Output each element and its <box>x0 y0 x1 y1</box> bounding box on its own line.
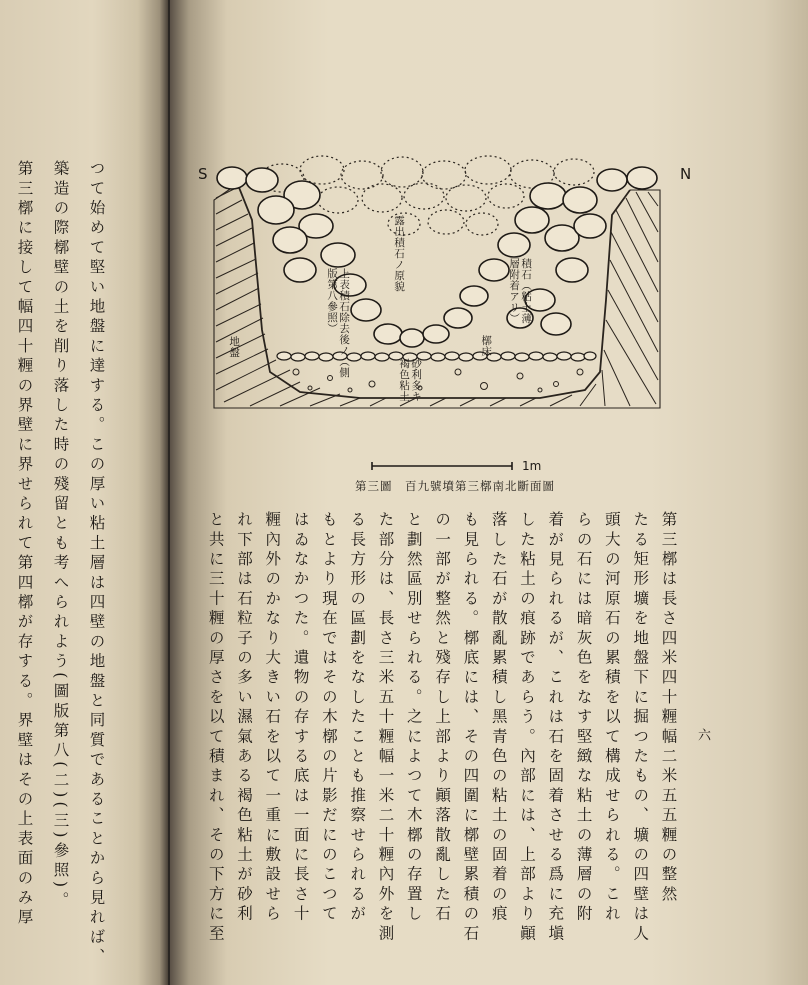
right-text-column-17: と共に三十糎の厚さを以て積まれ、その下方に至 <box>206 511 225 945</box>
right-text-column-15: 糎內外のかなり大きい石を以て一重に敷設せら <box>263 511 282 925</box>
left-text-column-2: 築造の際槨壁の土を削り落した時の殘留とも考へられよう(圖版第八(二)(三)參照)。 <box>51 160 70 911</box>
compass-north: N <box>680 165 692 183</box>
right-text-column-3: 頭大の河原石の累積を以て構成せられる。これ <box>602 511 621 925</box>
label-gravel-clay: 砂利多キ褐色粘土 <box>398 358 423 402</box>
left-text-column-1: つて始めて堅い地盤に達する。この厚い粘土層は四壁の地盤と同質であることから見れば、 <box>87 160 106 968</box>
figure-caption: 第三圖 百九號墳第三槨南北斷面圖 <box>355 479 555 493</box>
compass-south: S <box>198 165 208 183</box>
right-text-column-8: も見られる。槨底には、その四圍に槨壁累積の石 <box>461 511 480 945</box>
scale-label: 1m <box>522 459 542 473</box>
label-roof-stones: 露出積石ノ原貌 <box>393 215 406 292</box>
label-wall-stones: 積石（粘土薄層附着アリ） <box>508 258 533 324</box>
scale-bar <box>372 462 512 470</box>
left-text-column-3: 第三槨に接して幅四十糎の界壁に界せられて第四槨が存する。界壁はその上表面のみ厚 <box>15 160 34 929</box>
right-text-column-1: 第三槨は長さ四米四十糎幅二米五五糎の整然 <box>659 511 678 905</box>
page-number: 六 <box>695 728 710 741</box>
floor-pebbles <box>277 352 596 361</box>
right-text-column-10: と劃然區別せられる。之によつて木槨の存置し <box>404 511 423 925</box>
right-text-column-5: 着が見られるが、これは石を固着させる爲に充塡 <box>546 511 565 945</box>
right-text-column-4: らの石には暗灰色をなす堅緻な粘土の薄層の附 <box>574 511 593 925</box>
right-text-column-7: 落した石が散亂累積し黑青色の粘土の固着の痕 <box>489 511 508 925</box>
right-text-column-2: たる矩形壙を地盤下に掘つたもの、壙の四壁は人 <box>631 511 650 945</box>
right-text-column-9: の一部が整然と殘存し上部より顚落散亂した石 <box>433 511 452 925</box>
label-upper-stones: 上表積石除去後ノ（側版第八參照） <box>326 268 351 378</box>
wall-stones <box>217 167 657 347</box>
right-text-column-6: した粘土の痕跡であらう。內部には、上部より顚 <box>518 511 536 945</box>
right-text-column-13: もとより現在ではその木槨の片影だにのこつて <box>319 511 338 925</box>
right-text-column-14: はゐなかつた。遺物の存する底は一面に長さ十 <box>291 511 310 925</box>
right-text-column-11: た部分は、長さ三米五十糎幅一米二十糎內外を測 <box>376 511 395 945</box>
label-ground: 地盤 <box>228 336 241 358</box>
right-text-column-12: る長方形の區劃をなしたことも推察せられるが <box>348 511 367 925</box>
label-floor: 槨床 <box>480 335 493 357</box>
right-text-column-16: れ下部は石粒子の多い濕氣ある褐色粘土が砂利 <box>235 511 253 925</box>
